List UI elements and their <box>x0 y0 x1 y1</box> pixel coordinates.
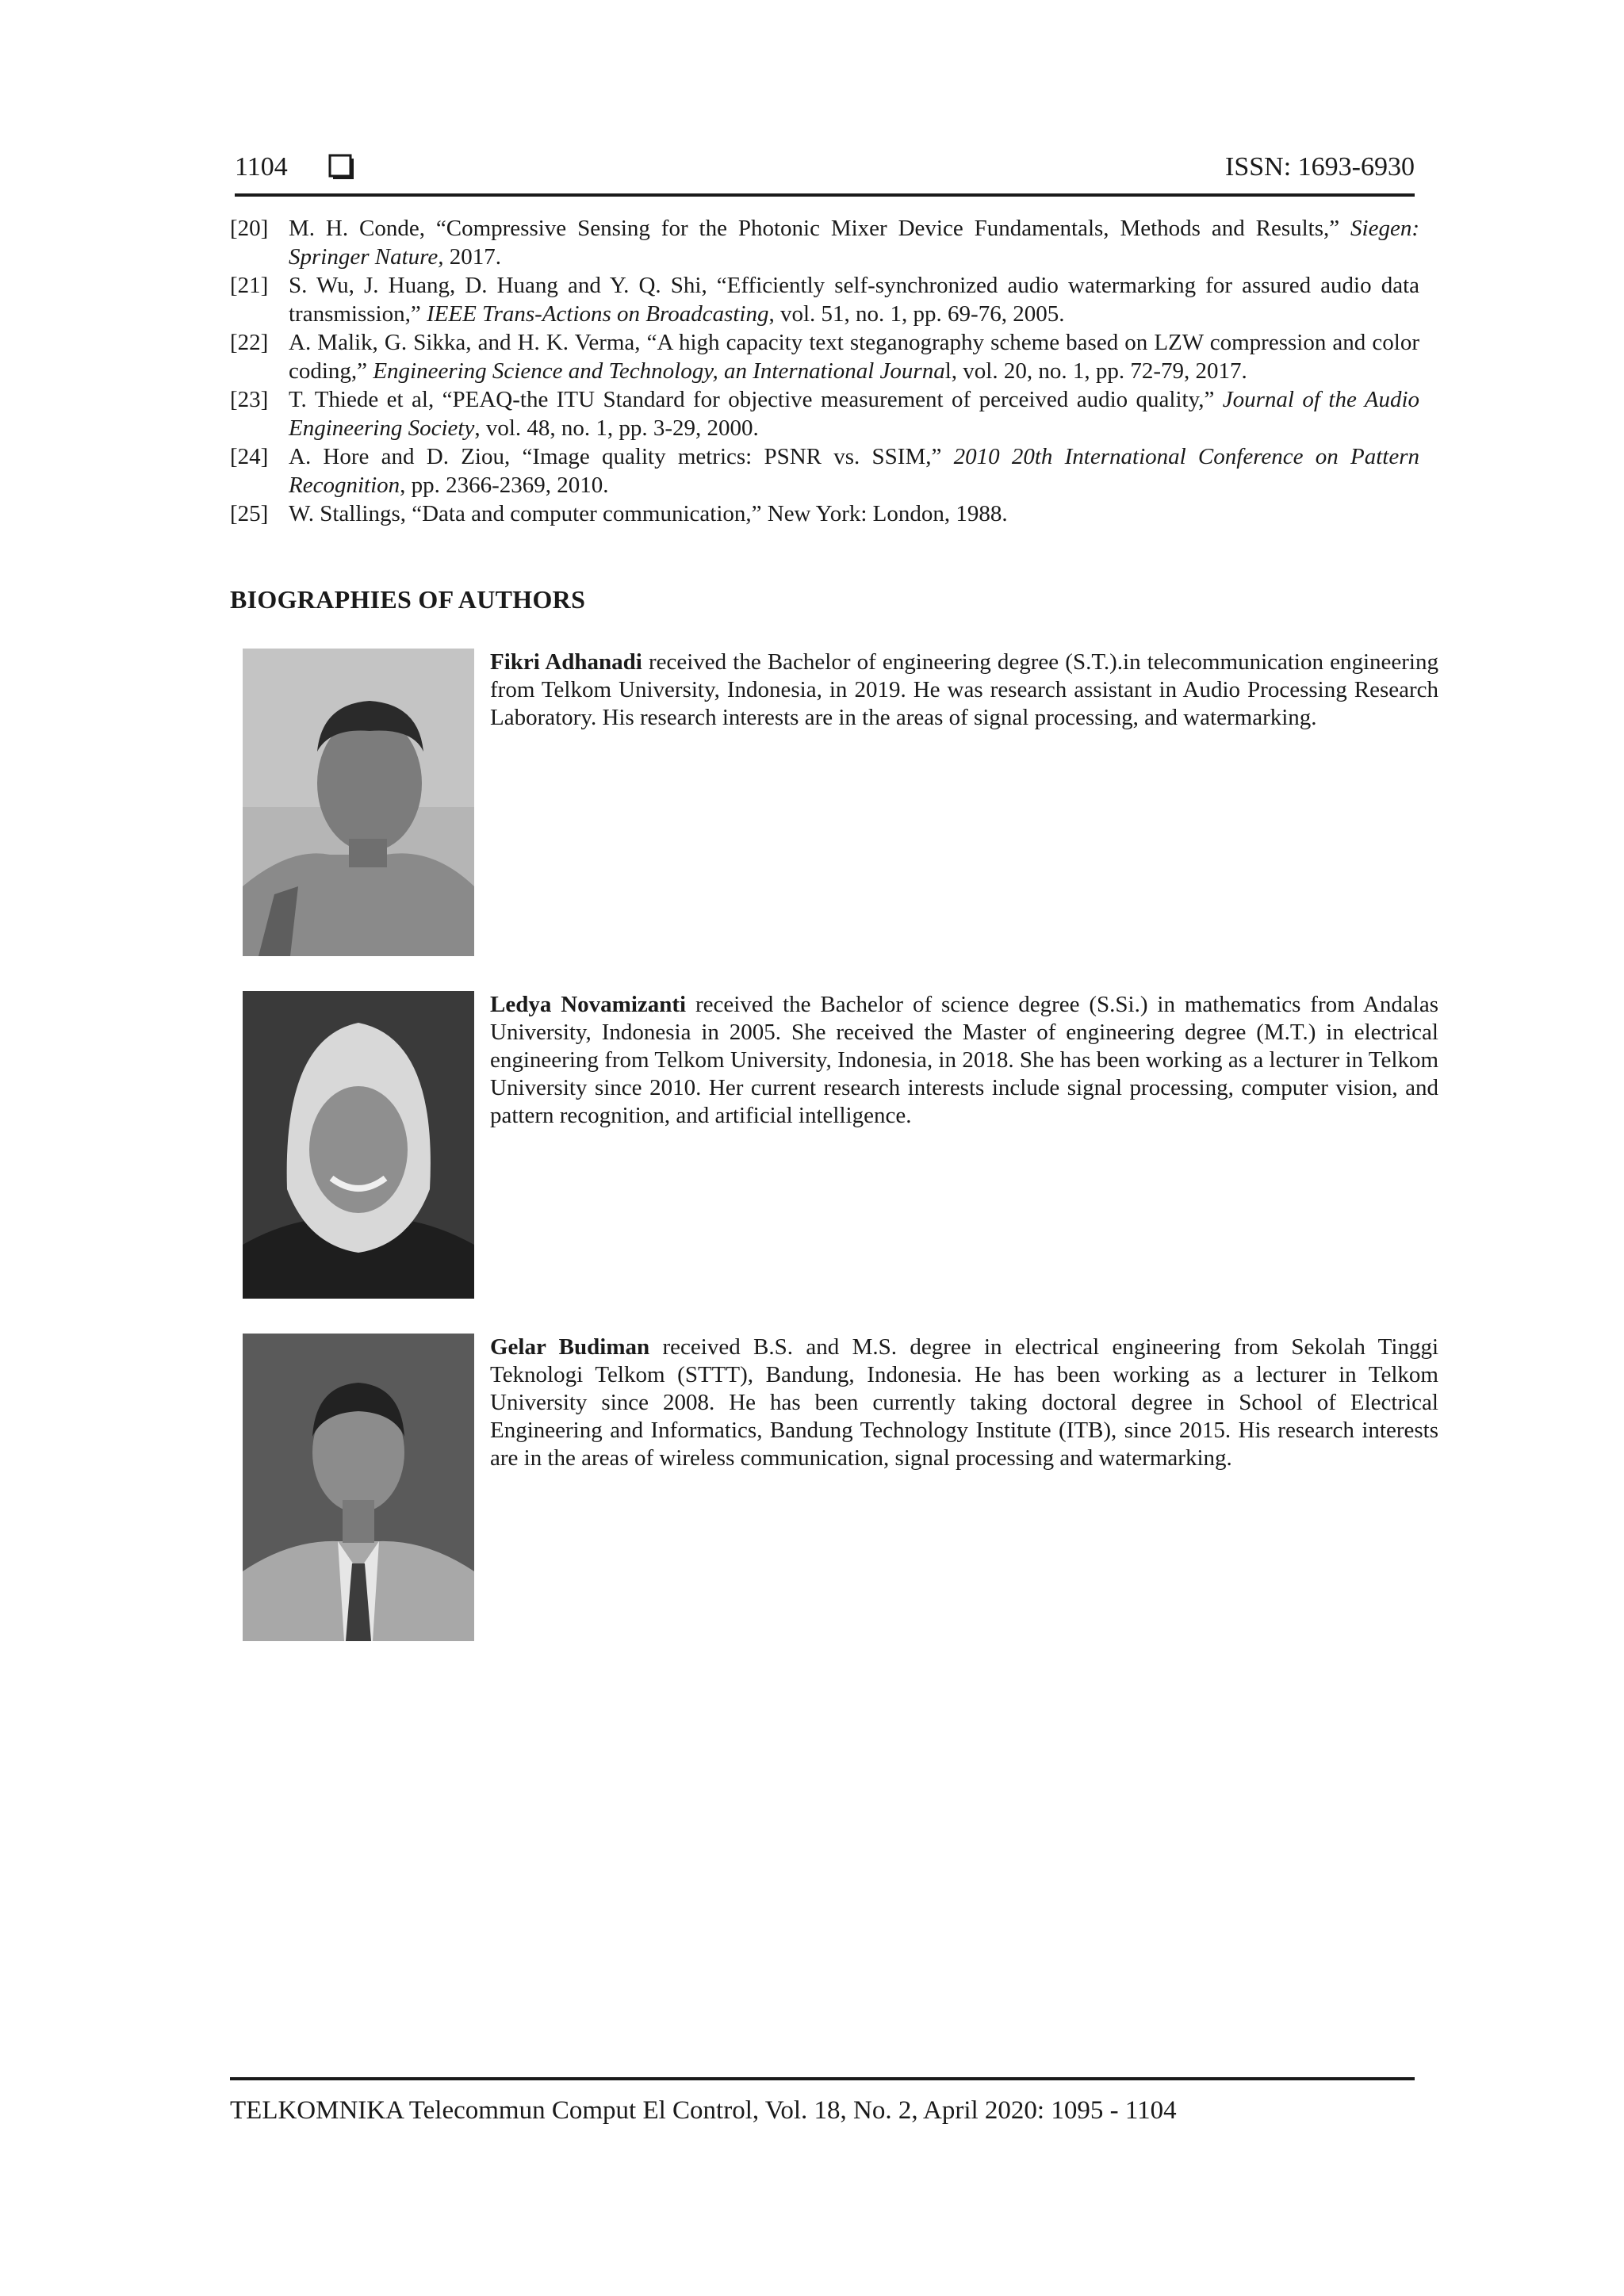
reference-text: M. H. Conde, “Compressive Sensing for the Photonic Mixer Device Fundamentals, Methods and Results,” <box>289 216 1351 241</box>
reference-italic: Engineering Science and Technology, an International Journa <box>373 358 945 384</box>
shadow-box-icon <box>328 154 355 181</box>
reference-number: [23] <box>230 387 269 412</box>
reference-text: W. Stallings, “Data and computer communication,” New York: London, 1988. <box>289 501 1008 526</box>
reference-tail: , vol. 48, no. 1, pp. 3-29, 2000. <box>474 415 759 441</box>
author-name: Fikri Adhanadi <box>490 649 642 675</box>
reference-text: A. Malik, G. Sikka, and H. K. Verma, “A high capacity text steganography scheme based on LZW compression and color coding,” <box>289 330 1419 384</box>
bio-text <box>490 649 1438 732</box>
reference-number: [20] <box>230 216 269 241</box>
reference-list <box>230 214 1419 528</box>
page-number: 1104 <box>235 152 288 182</box>
author-photo <box>243 991 474 1299</box>
bio-text <box>490 1334 1438 1472</box>
reference-item <box>230 328 1419 385</box>
bio-body: received B.S. and M.S. degree in electrical engineering from Sekolah Tinggi Teknologi Telkom (STTT), Bandung, Indonesia. He has been working as a lecturer in Telkom University since 2008. He has been currently taking doctoral degree in School of Electrical Engineering and Informatics, Bandung Technology Institute (ITB), since 2015. His research interests are in the areas of wireless communication, signal processing and watermarking. <box>490 1334 1438 1471</box>
reference-number: [24] <box>230 444 269 469</box>
reference-number: [25] <box>230 501 269 526</box>
reference-tail: l, vol. 20, no. 1, pp. 72-79, 2017. <box>944 358 1247 384</box>
reference-tail: 2017. <box>443 244 501 270</box>
reference-text: S. Wu, J. Huang, D. Huang and Y. Q. Shi, “Efficiently self-synchronized audio watermarking for assured audio data transmission,” <box>289 273 1419 327</box>
reference-item <box>230 499 1419 528</box>
bio-body: received the Bachelor of engineering degree (S.T.).in telecommunication engineering from Telkom University, Indonesia, in 2019. He was research assistant in Audio Processing Research Laboratory. His research interests are in the areas of signal processing, and watermarking. <box>490 649 1438 730</box>
reference-number: [21] <box>230 273 269 298</box>
page-header <box>235 149 1415 197</box>
reference-tail: , pp. 2366-2369, 2010. <box>400 473 609 498</box>
issn-label: ISSN: 1693-6930 <box>1225 152 1415 182</box>
reference-italic: Journal of the Audio Engineering Society <box>289 387 1419 441</box>
author-photo <box>243 1334 474 1641</box>
reference-italic: Siegen: Springer Nature, <box>289 216 1419 270</box>
reference-italic: 2010 20th International Conference on Pattern Recognition <box>289 444 1420 498</box>
reference-tail: , vol. 51, no. 1, pp. 69-76, 2005. <box>768 301 1065 327</box>
reference-item <box>230 385 1419 442</box>
reference-text: T. Thiede et al, “PEAQ-the ITU Standard for objective measurement of perceived audio quality,” <box>289 387 1223 412</box>
reference-item <box>230 271 1419 328</box>
bio-body: received the Bachelor of science degree (S.Si.) in mathematics from Andalas University, Indonesia in 2005. She received the Master of engineering degree (M.T.) in electrical engineering from Telkom University, Indonesia, in 2018. She has been working as a lecturer in Telkom University since 2010. Her current research interests include signal processing, computer vision, and pattern recognition, and artificial intelligence. <box>490 992 1438 1128</box>
author-name: Ledya Novamizanti <box>490 992 687 1017</box>
bio-text <box>490 991 1438 1130</box>
biographies-heading: BIOGRAPHIES OF AUTHORS <box>230 585 586 614</box>
reference-number: [22] <box>230 330 269 355</box>
author-name: Gelar Budiman <box>490 1334 650 1360</box>
reference-text: A. Hore and D. Ziou, “Image quality metrics: PSNR vs. SSIM,” <box>289 444 954 469</box>
author-photo <box>243 649 474 956</box>
reference-item <box>230 214 1419 271</box>
reference-item <box>230 442 1419 499</box>
reference-italic: IEEE Trans-Actions on Broadcasting <box>427 301 769 327</box>
page-footer: TELKOMNIKA Telecommun Comput El Control, Vol. 18, No. 2, April 2020: 1095 - 1104 <box>230 2077 1415 2126</box>
